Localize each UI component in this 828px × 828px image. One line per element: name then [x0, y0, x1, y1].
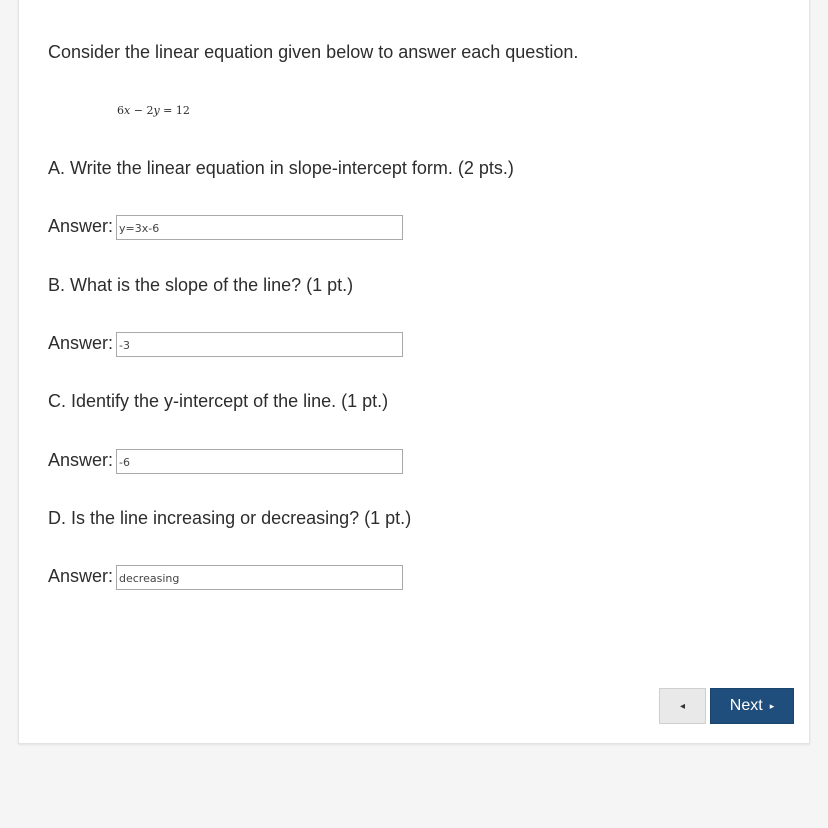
answer-input-c[interactable]	[116, 449, 403, 474]
intro-text: Consider the linear equation given below to answer each question.	[48, 42, 579, 62]
equation-term: 6	[117, 104, 124, 117]
answer-input-b[interactable]	[116, 332, 403, 357]
question-c: C. Identify the y-intercept of the line. (1 pt.)	[48, 391, 389, 411]
equation-term: 2	[146, 104, 154, 117]
answer-label-d: Answer:	[48, 566, 114, 586]
answer-label-b: Answer:	[48, 333, 114, 353]
question-a: A. Write the linear equation in slope-intercept form. (2 pts.)	[48, 158, 514, 178]
question-d: D. Is the line increasing or decreasing? (1 pt.)	[48, 508, 412, 528]
answer-label-a: Answer:	[48, 216, 114, 236]
equation-rhs: 12	[175, 104, 190, 117]
triangle-right-icon: ▸	[769, 700, 775, 711]
linear-equation	[117, 104, 190, 118]
answer-input-d[interactable]	[116, 565, 403, 590]
equation-equals: =	[163, 104, 173, 117]
equation-variable-y: y	[153, 104, 160, 117]
previous-button[interactable]	[659, 688, 706, 724]
triangle-left-icon: ◂	[679, 700, 686, 712]
equation-operator: −	[133, 104, 143, 117]
answer-label-c: Answer:	[48, 450, 114, 470]
next-button-label: Next	[729, 697, 763, 714]
next-button[interactable]	[710, 688, 794, 724]
answer-input-a[interactable]	[116, 215, 403, 240]
equation-variable-x: x	[124, 104, 131, 117]
question-b: B. What is the slope of the line? (1 pt.)	[48, 275, 354, 295]
